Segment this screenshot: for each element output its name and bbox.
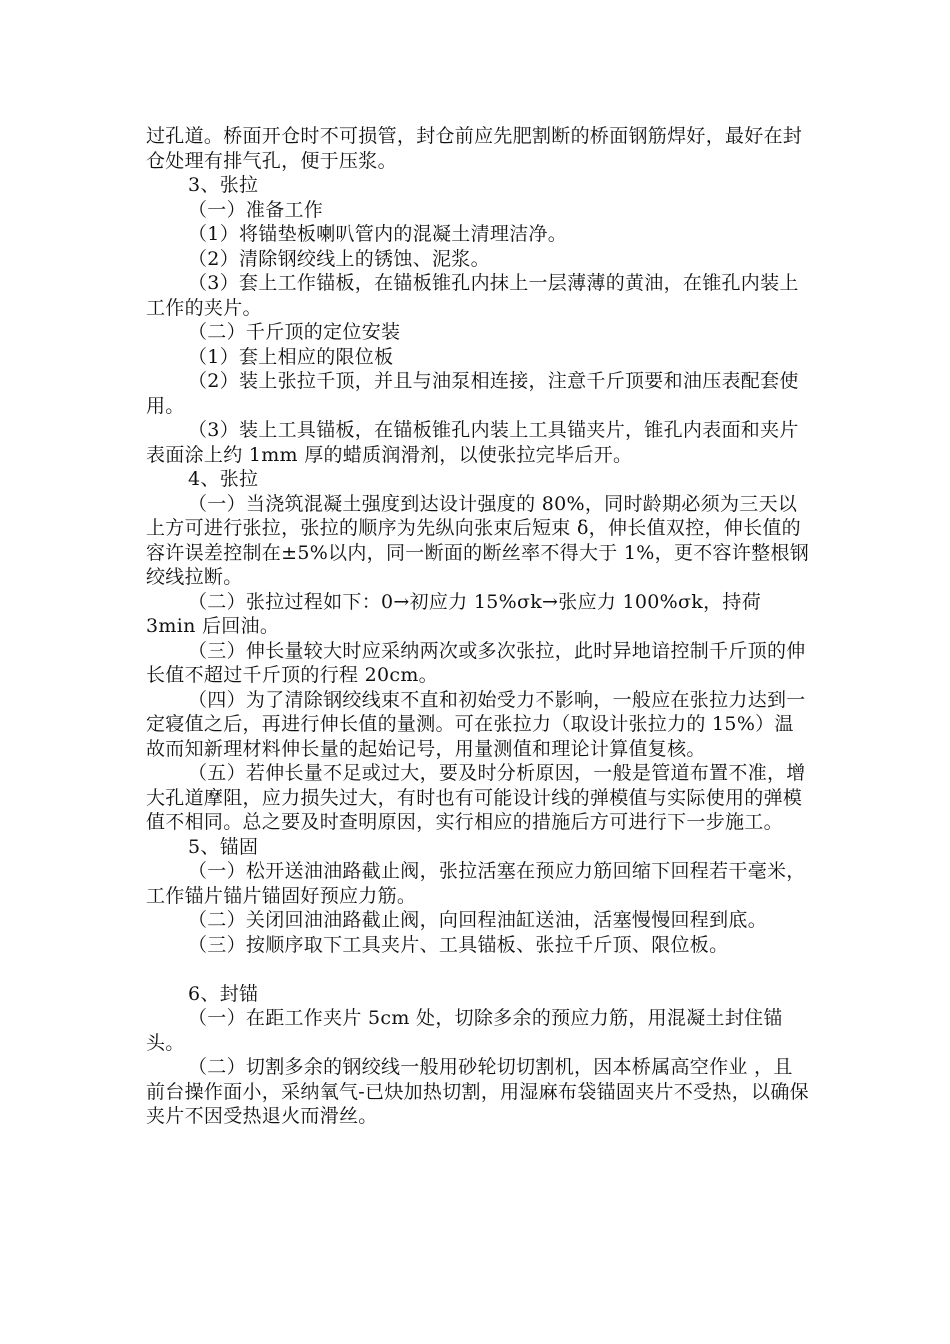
paragraph: （1）将锚垫板喇叭管内的混凝土清理洁净。 [188,223,568,245]
paragraph: （二）切割多余的钢绞线一般用砂轮切切割机，因本桥属高空作业 ，且前台操作面小，采纳氧气-已炔加热切割，用湿麻布袋锚固夹片不受热，以确保夹片不因受热退火而滑丝。 [146,1056,809,1127]
paragraph: （2）装上张拉千顶，并且与油泵相连接，注意千斤顶要和油压表配套使用。 [146,370,799,417]
paragraph: （一）当浇筑混凝土强度到达设计强度的 80%，同时龄期必须为三天以上方可进行张拉，张拉的顺序为先纵向张束后短束 δ，伸长值双控，伸长值的容许误差控制在±5%以内，同一断面的断丝率不得大于 1%，更不容许整根钢绞线拉断。 [146,492,810,588]
paragraph: （一）松开送油油路截止阀，张拉活塞在预应力筋回缩下回程若干毫米，工作锚片锚片锚固好预应力筋。 [146,860,806,907]
section-heading-sealing: 6、封锚 [188,982,259,1005]
paragraph: （五）若伸长量不足或过大，要及时分析原因，一般是管道布置不准，增大孔道摩阻，应力损失过大，有时也有可能设计线的弹模值与实际使用的弹模值不相同。总之要及时查明原因，实行相应的措施后方可进行下一步施工。 [146,762,806,833]
section-heading-tensioning-2: 4、张拉 [188,468,259,490]
paragraph-continuation: 过孔道。桥面开仓时不可损管，封仓前应先肥割断的桥面钢筋焊好，最好在封 仓处理有排气孔，便于压浆。 [146,125,809,172]
section-heading-tensioning: 3、张拉 [188,174,259,196]
paragraph: （2）清除钢绞线上的锈蚀、泥浆。 [188,247,490,270]
section-heading-anchoring: 5、锚固 [188,835,259,858]
paragraph: （一）在距工作夹片 5cm 处，切除多余的预应力筋，用混凝土封住锚头。 [146,1007,783,1054]
paragraph: （四）为了清除钢绞线束不直和初始受力不影响，一般应在张拉力达到一定寝值之后，再进行伸长值的量测。可在张拉力（取设计张拉力的 15%）温故而知新理材料伸长量的起始记号，用量测值和理论计算值复核。 [146,688,806,760]
paragraph: （1）套上相应的限位板 [188,345,394,368]
paragraph: （3）套上工作锚板，在锚板锥孔内抹上一层薄薄的黄油，在锥孔内装上工作的夹片。 [146,272,799,319]
paragraph: （3）装上工具锚板，在锚板锥孔内装上工具锚夹片，锥孔内表面和夹片表面涂上约 1mm 厚的蜡质润滑剂，以使张拉完毕后开。 [146,419,799,466]
paragraph: （二）张拉过程如下：0→初应力 15%σk→张应力 100%σk，持荷 3min 后回油。 [146,590,768,637]
subsection-heading-preparation: （一）准备工作 [188,198,324,221]
paragraph: （二）关闭回油油路截止阀，向回程油缸送油，活塞慢慢回程到底。 [188,909,768,931]
paragraph: （三）按顺序取下工具夹片、工具锚板、张拉千斤顶、限位板。 [188,933,729,956]
subsection-heading-jack-installation: （二）千斤顶的定位安装 [188,321,401,343]
document-body [146,124,810,1129]
paragraph: （三）伸长量较大时应采纳两次或多次张拉，此时异地谙控制千斤顶的伸长值不超过千斤顶的行程 20cm。 [146,639,806,686]
blank-line [146,957,810,982]
